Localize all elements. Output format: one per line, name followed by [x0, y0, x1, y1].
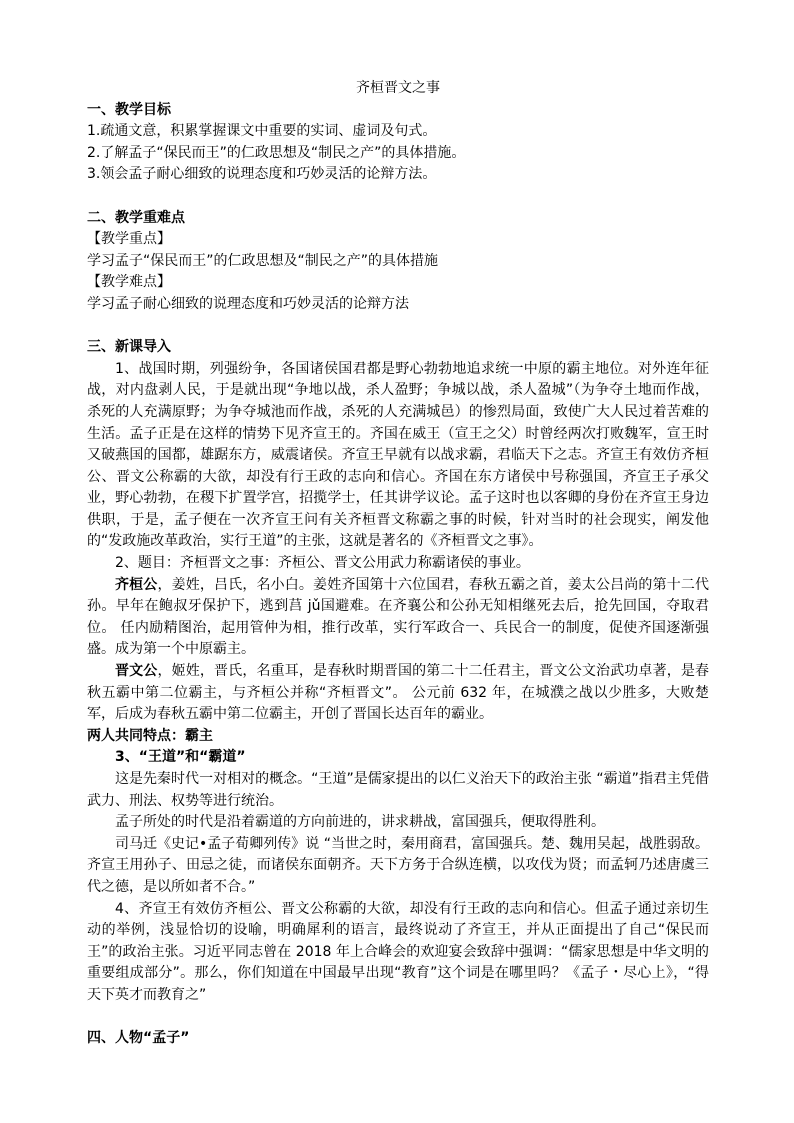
intro-paragraph-era: 孟子所处的时代是沿着霸道的方向前进的，讲求耕战，富国强兵，便取得胜利。 [115, 814, 605, 831]
section-heading-mencius: 四、人物“孟子” [87, 1030, 190, 1047]
section-heading-objectives: 一、教学目标 [87, 101, 171, 118]
intro-paragraph-1: 1、战国时期，列强纷争，各国诸侯国君都是野心勃勃地追求统一中原的霸主地位。对外连年征战，对内盘剥人民，于是就出现“争地以战，杀人盈野；争城以战，杀人盈城”（为争夺土地而作战，杀死的人充满原野；为争夺城池而作战，杀死的人充满城邑）的惨烈局面，致使广大人民过着苦难的生活。孟子正是在这样的情势下见齐宣王的。齐国在威王（宣王之父）时曾经两次打败魏军，宣王时又破燕国的国都，雄踞东方，威震诸侯。齐宣王早就有以战求霸，君临天下之志。齐宣王有效仿齐桓公、晋文公称霸的大欲，却没有行王政的志向和信心。齐国在东方诸侯中号称强国，齐宣王子承父业，野心勃勃，在稷下扩置学宫，招揽学士，任其讲学议论。孟子这时也以客卿的身份在齐宣王身边供职，于是，孟子便在一次齐宣王问有关齐桓晋文称霸之事的时候，针对当时的社会现实，阐发他的“发政施改革政治，实行王道”的主张，这就是著名的《齐桓晋文之事》。 [87, 360, 709, 550]
difficulty-label: 【教学难点】 [87, 274, 171, 291]
blank-line [87, 186, 709, 208]
intro-paragraph-duke-wen [87, 661, 709, 726]
objective-item: 3.领会孟子耐心细致的说理态度和巧妙灵活的论辩方法。 [87, 166, 437, 183]
section-heading-key-points: 二、教学重难点 [87, 209, 185, 226]
duke-huan-text: ，姜姓，吕氏，名小白。姜姓齐国第十六位国君，春秋五霸之首，姜太公吕尚的第十二代孙。早年在鲍叔牙保护下，逃到莒 jǔ国避难。在齐襄公和公孙无知相继死去后，抢先回国，夺取君位。 任内励精图治，起用管仲为相，推行改革，实行军政合一、兵民合一的制度，促使齐国逐渐强盛。成为第一个中原霸主。 [87, 576, 710, 658]
intro-paragraph-concept: 这是先秦时代一对相对的概念。“王道”是儒家提出的以仁义治天下的政治主张 “霸道”指君主凭借武力、刑法、权势等进行统治。 [87, 771, 709, 809]
duke-huan-name: 齐桓公 [115, 576, 158, 593]
document-page [87, 78, 709, 1050]
objective-item: 1.疏通文意，积累掌握课文中重要的实词、虚词及句式。 [87, 123, 437, 140]
common-trait-line: 两人共同特点：霸主 [87, 727, 213, 744]
key-point-text: 学习孟子“保民而王”的仁政思想及“制民之产”的具体措施 [87, 252, 439, 269]
duke-wen-name: 晋文公 [115, 663, 158, 680]
intro-paragraph-2: 2、题目：齐桓晋文之事：齐桓公、晋文公用武力称霸诸侯的事业。 [115, 555, 530, 572]
document-title: 齐桓晋文之事 [356, 80, 440, 96]
difficulty-text: 学习孟子耐心细致的说理态度和巧妙灵活的论辩方法 [87, 295, 409, 312]
section-heading-introduction: 三、新课导入 [87, 339, 171, 356]
intro-paragraph-4: 4、齐宣王有效仿齐桓公、晋文公称霸的大欲，却没有行王政的志向和信心。但孟子通过亲切生动的举例，浅显恰切的设喻，明确犀利的语言，最终说动了齐宣王，并从正面提出了自己“保民而王”的政治主张。习近平同志曾在 2018 年上合峰会的欢迎宴会致辞中强调：“儒家思想是中华文明的重要组成部分”。那么，你们知道在中国最早出现“教育”这个词是在哪里吗？《孟子・尽心上》，“得天下英才而教育之” [87, 900, 709, 1003]
key-point-label: 【教学重点】 [87, 231, 171, 248]
intro-paragraph-sima-qian: 司马迁《史记•孟子荀卿列传》说 “当世之时，秦用商君，富国强兵。楚、魏用吴起，战胜弱敌。齐宣王用孙子、田忌之徒，而诸侯东面朝齐。天下方务于合纵连横，以攻伐为贤；而孟轲乃述唐虞三代之德，是以所如者不合。” [87, 835, 709, 895]
duke-wen-text: ，姬姓，晋氏，名重耳，是春秋时期晋国的第二十二任君主，晋文公文治武功卓著，是春秋五霸中第二位霸主，与齐桓公并称“齐桓晋文”。 公元前 632 年，在城濮之战以少胜多，大败楚军，后成为春秋五霸中第二位霸主，开创了晋国长达百年的霸业。 [87, 663, 710, 723]
objective-item: 2.了解孟子“保民而王”的仁政思想及“制民之产”的具体措施。 [87, 144, 466, 161]
blank-line [87, 316, 709, 338]
blank-line [87, 1007, 709, 1029]
kingly-vs-hegemonic-heading: 3、“王道”和“霸道” [115, 749, 246, 766]
intro-paragraph-duke-huan [87, 575, 709, 661]
